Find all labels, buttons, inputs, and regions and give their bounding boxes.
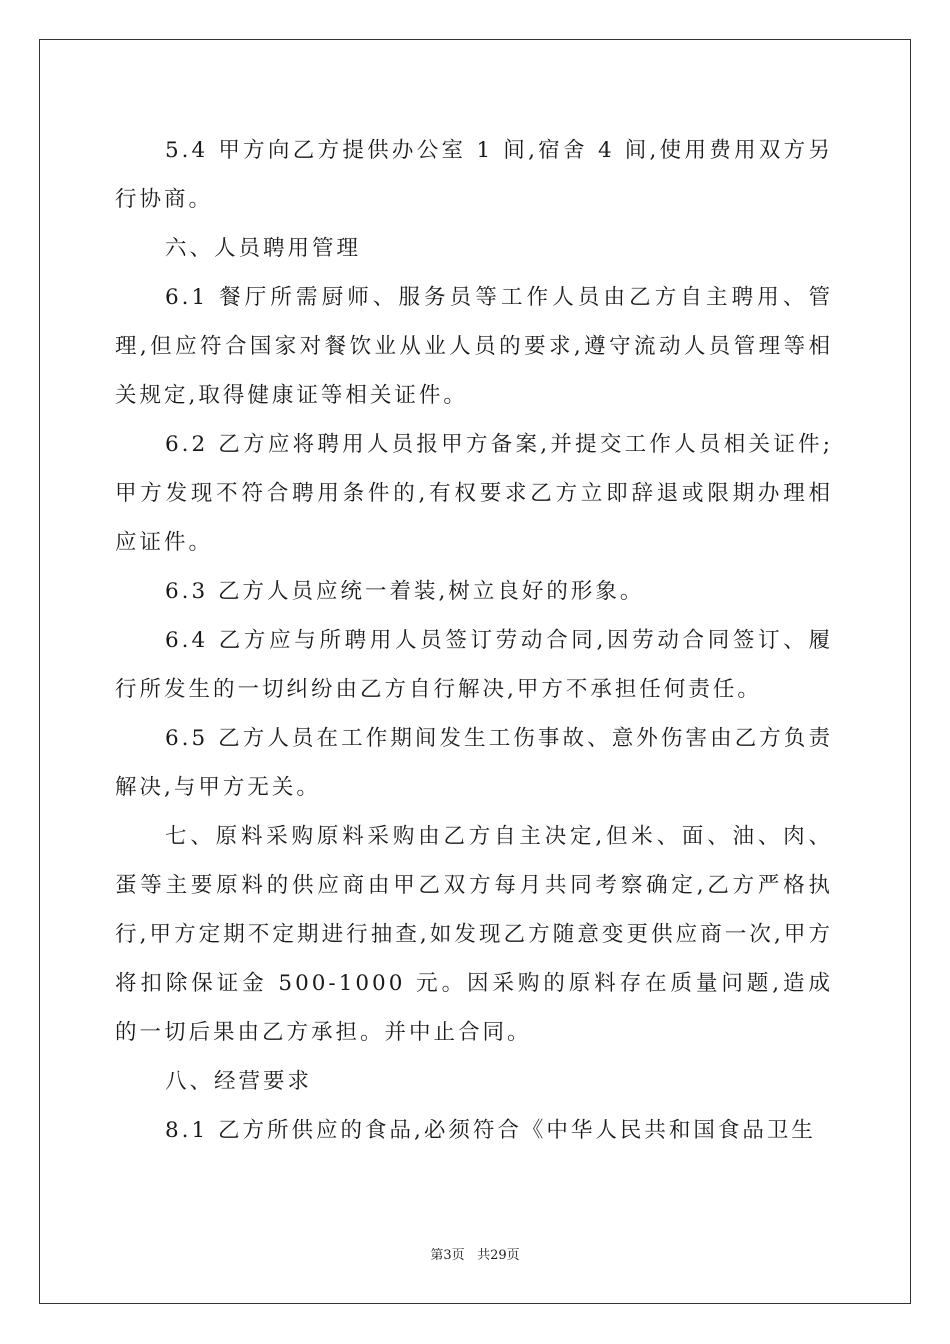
page-footer [0, 1244, 950, 1263]
paragraph-6-1: 6.1 餐厅所需厨师、服务员等工作人员由乙方自主聘用、管理,但应符合国家对餐饮业从业人员的要求,遵守流动人员管理等相关规定,取得健康证等相关证件。 [115, 285, 833, 408]
page-number: 第3页 [430, 1248, 465, 1263]
paragraph-6-5: 6.5 乙方人员在工作期间发生工伤事故、意外伤害由乙方负责解决,与甲方无关。 [115, 726, 833, 800]
paragraph-6-4: 6.4 乙方应与所聘用人员签订劳动合同,因劳动合同签订、履行所发生的一切纠纷由乙方自行解决,甲方不承担任何责任。 [115, 628, 833, 702]
heading-section-6: 六、人员聘用管理 [165, 236, 362, 261]
paragraph-5-4: 5.4 甲方向乙方提供办公室 1 间,宿舍 4 间,使用费用双方另行协商。 [115, 138, 833, 212]
paragraph-section-7: 七、原料采购原料采购由乙方自主决定,但米、面、油、肉、蛋等主要原料的供应商由甲乙双方每月共同考察确定,乙方严格执行,甲方定期不定期进行抽查,如发现乙方随意变更供应商一次,甲方将扣除保证金 500-1000 元。因采购的原料存在质量问题,造成的一切后果由乙方承担。并中止合同。 [115, 824, 833, 1045]
paragraph-8-1: 8.1 乙方所供应的食品,必须符合《中华人民共和国食品卫生 [165, 1118, 816, 1143]
paragraph-6-2: 6.2 乙方应将聘用人员报甲方备案,并提交工作人员相关证件;甲方发现不符合聘用条件的,有权要求乙方立即辞退或限期办理相应证件。 [115, 432, 833, 555]
page-total: 共29页 [477, 1248, 520, 1263]
paragraph-6-3: 6.3 乙方人员应统一着装,树立良好的形象。 [165, 579, 645, 604]
document-body [115, 126, 833, 1155]
heading-section-8: 八、经营要求 [165, 1069, 313, 1094]
